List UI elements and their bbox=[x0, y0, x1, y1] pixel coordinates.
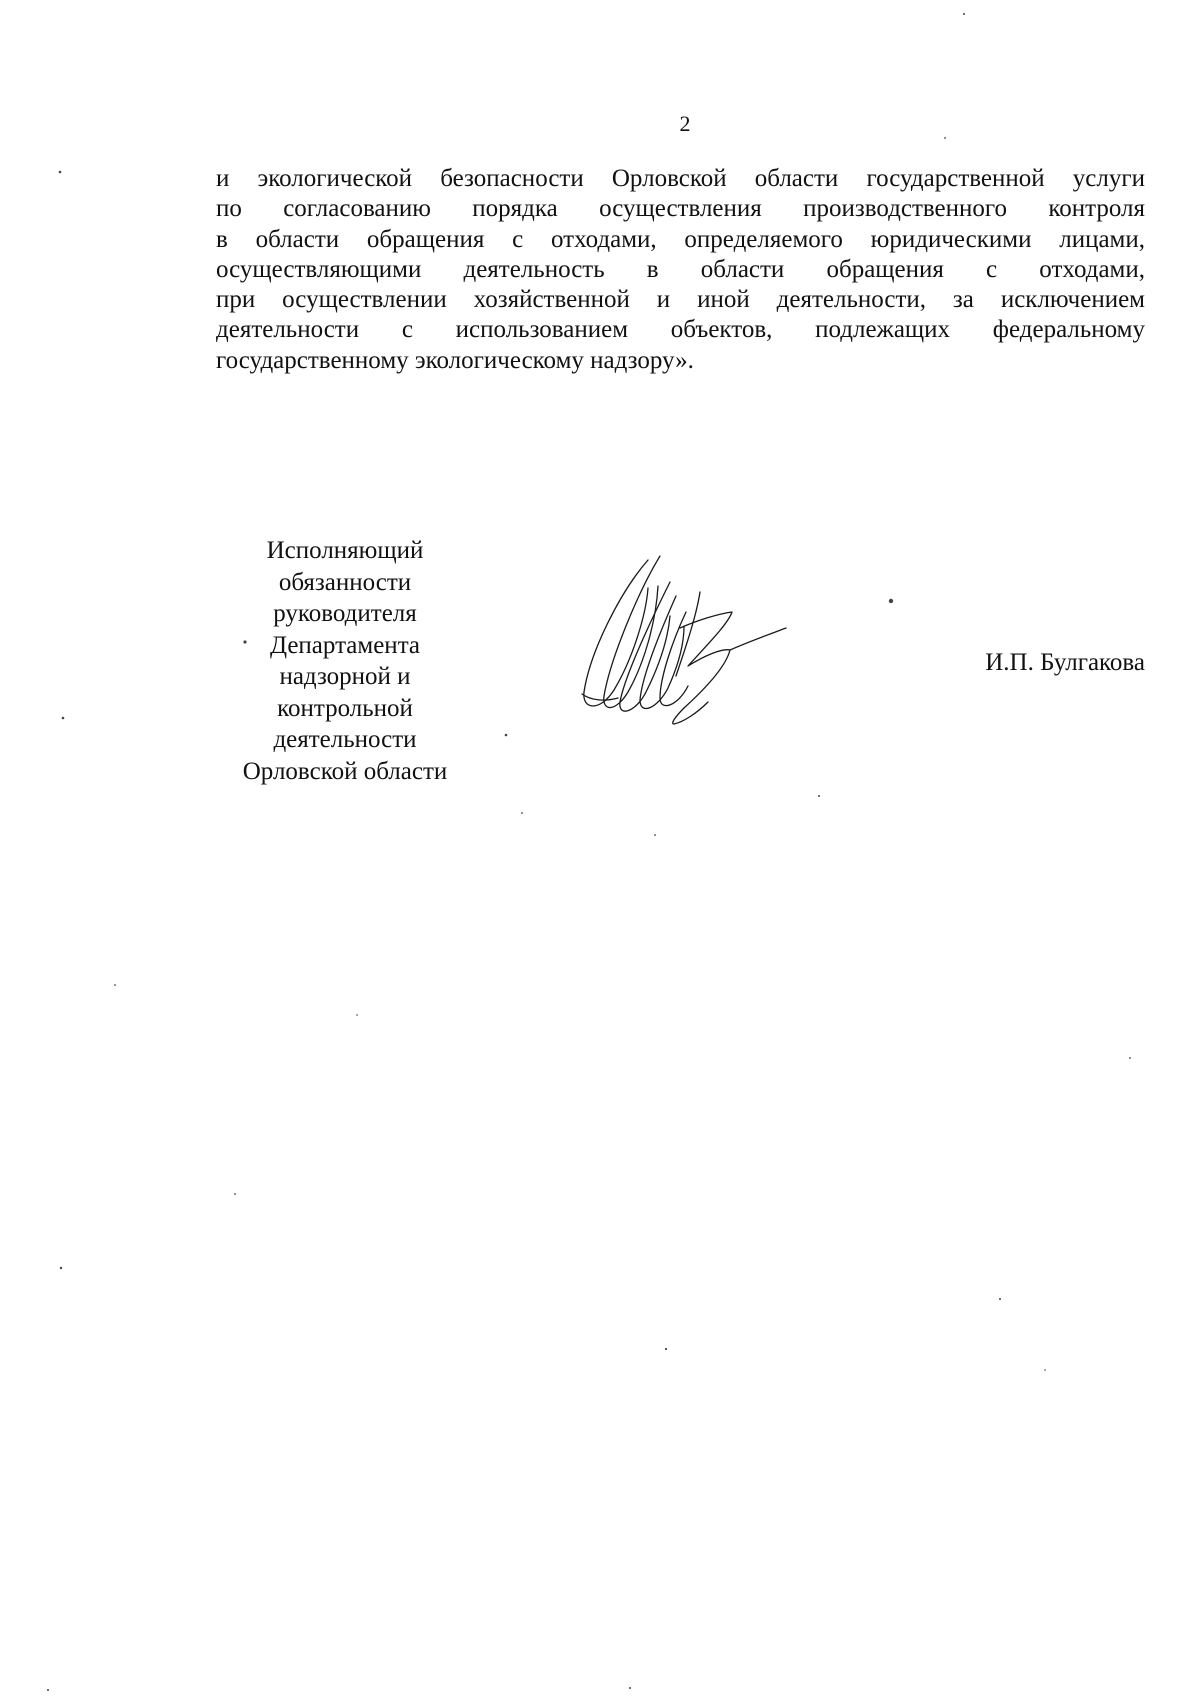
body-paragraph bbox=[216, 164, 1145, 376]
position-line: Орловской области bbox=[242, 757, 448, 785]
position-line: Департамента bbox=[269, 631, 421, 659]
body-line: при осуществлении хозяйственной и иной деятельности, за исключением bbox=[216, 286, 1145, 314]
handwritten-signature bbox=[580, 552, 790, 742]
position-line: обязанности bbox=[278, 568, 412, 596]
body-line: в области обращения с отходами, определяемого юридическими лицами, bbox=[216, 225, 1145, 253]
body-line: по согласованию порядка осуществления производственного контроля bbox=[216, 195, 1145, 223]
signer-position bbox=[225, 535, 465, 787]
body-line: и экологической безопасности Орловской области государственной услуги bbox=[216, 165, 1145, 192]
body-line: деятельности с использованием объектов, подлежащих федеральному bbox=[216, 316, 1145, 344]
body-line: государственному экологическому надзору». bbox=[216, 346, 694, 374]
body-line: осуществляющими деятельность в области обращения с отходами, bbox=[216, 255, 1145, 283]
position-line: Исполняющий bbox=[266, 537, 424, 564]
position-line: деятельности bbox=[273, 726, 417, 753]
position-line: руководителя bbox=[273, 600, 417, 627]
signer-name: И.П. Булгакова bbox=[985, 649, 1145, 676]
page-number: 2 bbox=[679, 111, 691, 136]
position-line: контрольной bbox=[277, 694, 413, 722]
position-line: надзорной и bbox=[279, 663, 411, 690]
